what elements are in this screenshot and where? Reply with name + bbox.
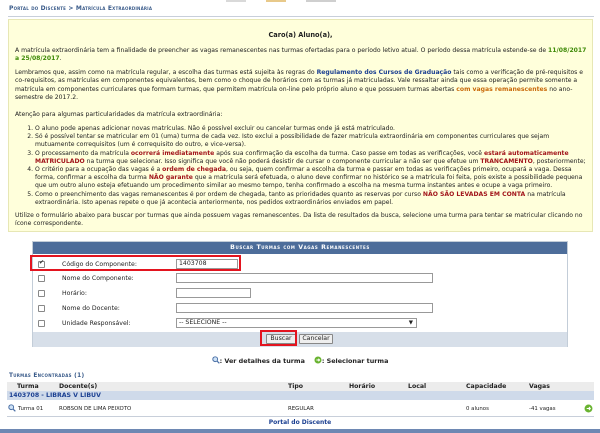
breadcrumb-divider [8,16,594,17]
row-vagas: -41 vagas [529,406,556,412]
list-item: 4. O critério para a ocupação das vagas é a ordem de chegada, ou seja, quem confirmar a escolha da turma e passar em todas as verificações primeiro, ocupará a vaga. Dessa forma, confirmar a escolha da turma NÃO garante que a matrícula será efetuada, o aluno deve confirmar no histórico se a matrícula foi feita, pois existe a possibilidade pequena que um outro aluno esteja efetuando um procedimento similar ao mesmo tempo, tenha confirmado a escolha na mesma turma instantes antes e ocupe a vaga primeiro. [35,166,589,191]
breadcrumb-page: Matrícula Extraordinária [75,5,153,12]
instructions-panel [8,19,593,232]
top-strip [0,0,600,3]
unidade-row [33,317,567,331]
codigo-label: Código do Componente: [62,261,137,268]
greeting: Caro(a) Aluno(a), [268,31,333,39]
bottom-bar [0,429,600,433]
breadcrumb: Portal do Discente > Matrícula Extraordinária [9,5,153,12]
search-form-title: Buscar Turmas com Vagas Remanescentes [33,242,567,254]
notice-paragraph-3: Atenção para algumas particularidades da matrícula extraordinária: [15,111,223,118]
row-turma: Turma 01 [18,406,44,412]
highlight-codigo [30,255,241,271]
footer-portal-link[interactable]: Portal do Discente [268,419,332,426]
docente-row [33,302,567,316]
horario-input[interactable] [176,288,251,298]
selecionar-turma-icon[interactable] [584,404,593,415]
nome-componente-input[interactable] [176,273,433,283]
footer-divider [7,416,594,417]
cancelar-button[interactable]: Cancelar [299,334,333,344]
chevron-down-icon: ▼ [408,320,413,326]
horario-row [33,287,567,301]
table-row [7,402,594,415]
unidade-checkbox[interactable] [38,320,45,327]
codigo-input[interactable]: 1403708 [176,259,238,269]
results-group-caption: 1403708 - LIBRAS V LIBUV [7,391,594,400]
unidade-select[interactable]: -- SELECIONE -- ▼ [176,318,417,328]
nome-componente-row [33,272,567,286]
row-tipo: REGULAR [288,406,314,412]
horario-label: Horário: [62,290,87,297]
search-button-bar [33,332,567,347]
nome-componente-checkbox[interactable] [38,275,45,282]
horario-checkbox[interactable] [38,290,45,297]
row-capacidade: 0 alunos [466,406,489,412]
results-count: Turmas Encontradas (1) [9,373,85,379]
particularities-list [15,125,589,207]
list-item: 3. O processamento da matrícula ocorrerá imediatamente após sua confirmação da escolha da turma. Caso passe em todas as verificações, você estará automaticamente MATRICULADO na turma que selecionar. Isso significa que você não poderá desistir de cursar o componente curricular a não ser que efetue um TRANCAMENTO, posteriormente; [35,150,589,166]
list-item: 1. O aluno pode apenas adicionar novas matrículas. Não é possível excluir ou cancelar turmas onde já está matriculado. [35,125,589,133]
list-item: 5. Como o preenchimento das vagas remanescentes é por ordem de chegada, tanto as prioridades quanto as reservas por curso NÃO SÃO LEVADAS EM CONTA na matrícula extraordinária. Isto apenas repete o que já acontecia anteriormente, nos pedidos extraordinários enviados em papel. [35,191,589,207]
row-docente: ROBSON DE LIMA PEIXOTO [59,406,132,412]
buscar-button[interactable]: Buscar [266,334,296,344]
list-item: 2. Só é possível tentar se matricular em 01 (uma) turma de cada vez. Isto exclui a possibilidade de fazer matrícula extraordinária em componentes curriculares que sejam mutuamente correquisitos (um é correquisito do outro, e vice-versa). [35,133,589,149]
legend: : Ver detalhes da turma : Selecionar turma [0,356,600,365]
unidade-label: Unidade Responsável: [62,320,131,327]
notice-paragraph-2: Lembramos que, assim como na matrícula regular, a escolha das turmas está sujeita às regras do Regulamento dos Cursos de Graduação tais como a verificação de pré-requisitos e co-requisitos, as matrículas em componentes equivalentes, bem como o choque de horários com as turmas já matriculadas. Vale ressaltar ainda que essa operação permite somente a matrícula em componentes curriculares que formam turmas, que permitem matrícula on-line pelo próprio aluno e que possuem turmas abertas com vagas remanescentes no ano-semestre de 2017.2. [15,69,584,101]
breadcrumb-portal[interactable]: Portal do Discente [9,5,67,12]
highlight-buscar [260,330,297,346]
results-table-header: Turma Docente(s) Tipo Horário Local Capacidade Vagas [7,382,594,391]
docente-input[interactable] [176,303,433,313]
docente-label: Nome do Docente: [62,305,120,312]
select-arrow-icon [314,356,322,364]
ver-detalhes-icon[interactable] [8,404,16,414]
nome-componente-label: Nome do Componente: [62,275,134,282]
magnifier-icon [212,356,220,364]
regulamento-link[interactable]: Regulamento dos Cursos de Graduação [316,69,452,76]
docente-checkbox[interactable] [38,305,45,312]
notice-paragraph-4: Utilize o formulário abaixo para buscar por turmas que ainda possuem vagas remanescentes. Da lista de resultados da busca, selecione uma turma para tentar se matricular clicando no ícone correspondente. [15,212,583,228]
notice-paragraph-1: A matrícula extraordinária tem a finalidade de preencher as vagas remanescentes nas turmas ofertadas para o período letivo atual. O período dessa matrícula estende-se de 11/08/2017 a 25/08/2017. [15,47,587,63]
